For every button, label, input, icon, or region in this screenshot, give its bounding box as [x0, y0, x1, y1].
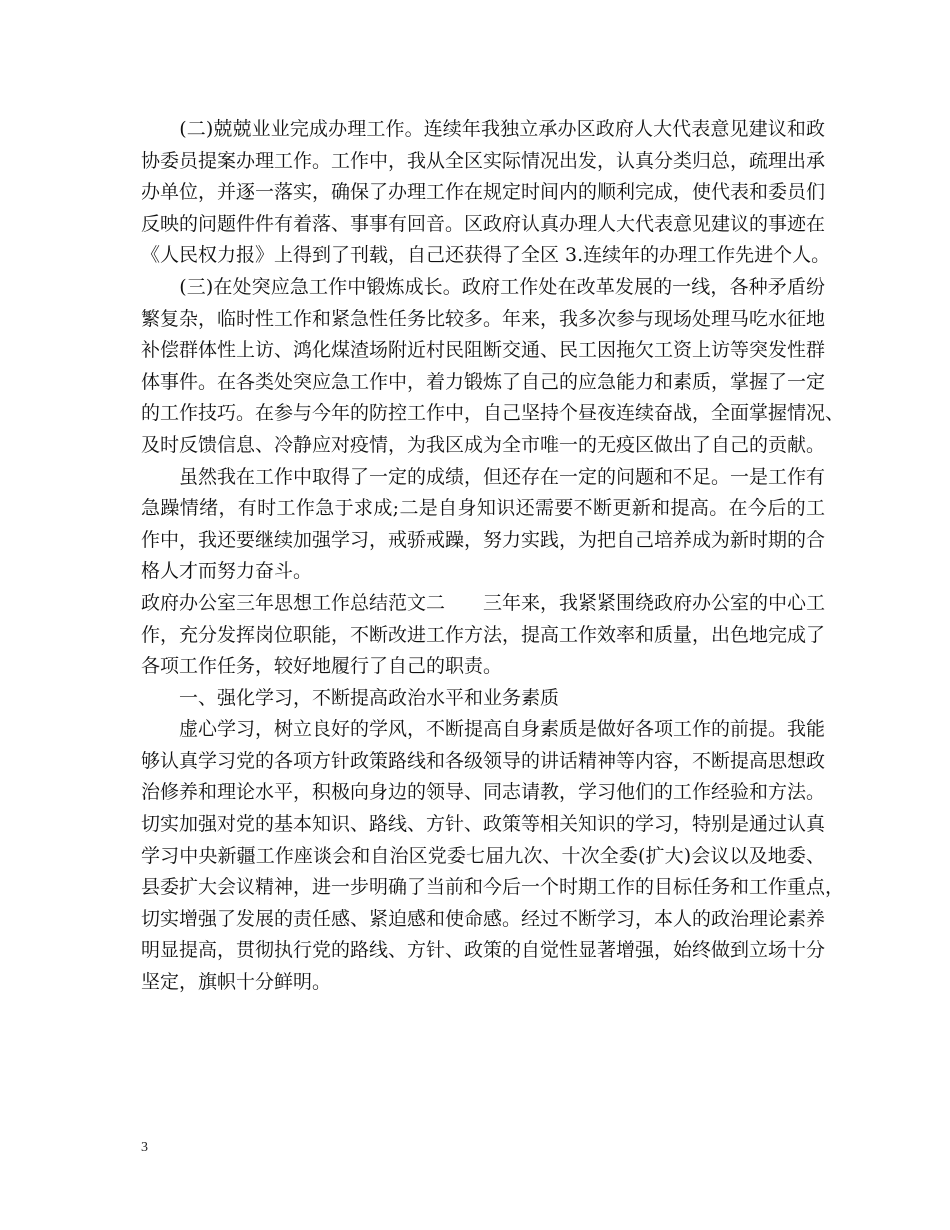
page-number: 3	[141, 1140, 148, 1155]
text-line: 格人才而努力奋斗。	[141, 560, 313, 583]
text-line: 补偿群体性上访、鸿化煤渣场附近村民阻断交通、民工因拖欠工资上访等突发性群	[141, 339, 826, 362]
text-line: 县委扩大会议精神，进一步明确了当前和今后一个时期工作的目标任务和工作重点，	[141, 876, 845, 899]
document-body	[141, 114, 845, 999]
text-line: 够认真学习党的各项方针政策路线和各级领导的讲话精神等内容，不断提高思想政	[141, 749, 826, 772]
text-line: 虽然我在工作中取得了一定的成绩，但还存在一定的问题和不足。一是工作有	[141, 465, 826, 488]
paragraph	[141, 272, 845, 462]
text-line: 各项工作任务，较好地履行了自己的职责。	[141, 655, 503, 678]
text-line: 及时反馈信息、冷静应对疫情，为我区成为全市唯一的无疫区做出了自己的贡献。	[141, 433, 826, 456]
text-line: 《人民权力报》上得到了刊载，自己还获得了全区 3.连续年的办理工作先进个人。	[141, 244, 831, 267]
text-line: 反映的问题件件有着落、事事有回音。区政府认真办理人大代表意见建议的事迹在	[141, 212, 826, 235]
text-line: (二)兢兢业业完成办理工作。连续年我独立承办区政府人大代表意见建议和政	[141, 118, 825, 140]
text-line: (三)在处突应急工作中锻炼成长。政府工作处在改革发展的一线，各种矛盾纷	[141, 275, 825, 298]
text-line: 作，充分发挥岗位职能，不断改进工作方法，提高工作效率和质量，出色地完成了	[141, 623, 826, 646]
text-line: 繁复杂，临时性工作和紧急性任务比较多。年来，我多次参与现场处理马吃水征地	[141, 307, 826, 330]
text-line: 急躁情绪，有时工作急于求成;二是自身知识还需要不断更新和提高。在今后的工	[141, 497, 825, 520]
text-line: 一、强化学习，不断提高政治水平和业务素质	[141, 686, 560, 709]
text-line: 体事件。在各类处突应急工作中，着力锻炼了自己的应急能力和素质，掌握了一定	[141, 370, 826, 393]
text-line: 办单位，并逐一落实，确保了办理工作在规定时间内的顺利完成，使代表和委员们	[141, 181, 826, 204]
text-line: 的工作技巧。在参与今年的防控工作中，自己坚持个昼夜连续奋战，全面掌握情况、	[141, 402, 845, 425]
paragraph	[141, 588, 825, 683]
text-line: 治修养和理论水平，积极向身边的领导、同志请教，学习他们的工作经验和方法。	[141, 781, 826, 804]
text-line: 作中，我还要继续加强学习，戒骄戒躁，努力实践，为把自己培养成为新时期的合	[141, 528, 826, 551]
text-line: 切实加强对党的基本知识、路线、方针、政策等相关知识的学习，特别是通过认真	[141, 813, 826, 836]
paragraph	[141, 114, 831, 272]
text-line: 政府办公室三年思想工作总结范文二 三年来，我紧紧围绕政府办公室的中心工	[141, 591, 826, 614]
text-line: 学习中央新疆工作座谈会和自治区党委七届九次、十次全委(扩大)会议以及地委、	[141, 844, 825, 867]
text-line: 坚定，旗帜十分鲜明。	[141, 971, 332, 994]
paragraph	[141, 462, 825, 588]
text-line: 虚心学习，树立良好的学风，不断提高自身素质是做好各项工作的前提。我能	[141, 718, 826, 741]
text-line: 明显提高，贯彻执行党的路线、方针、政策的自觉性显著增强，始终做到立场十分	[141, 939, 826, 962]
text-line: 切实增强了发展的责任感、紧迫感和使命感。经过不断学习，本人的政治理论素养	[141, 907, 826, 930]
text-line: 协委员提案办理工作。工作中，我从全区实际情况出发，认真分类归总，疏理出承	[141, 149, 826, 172]
paragraph	[141, 714, 845, 998]
paragraph	[141, 683, 825, 715]
